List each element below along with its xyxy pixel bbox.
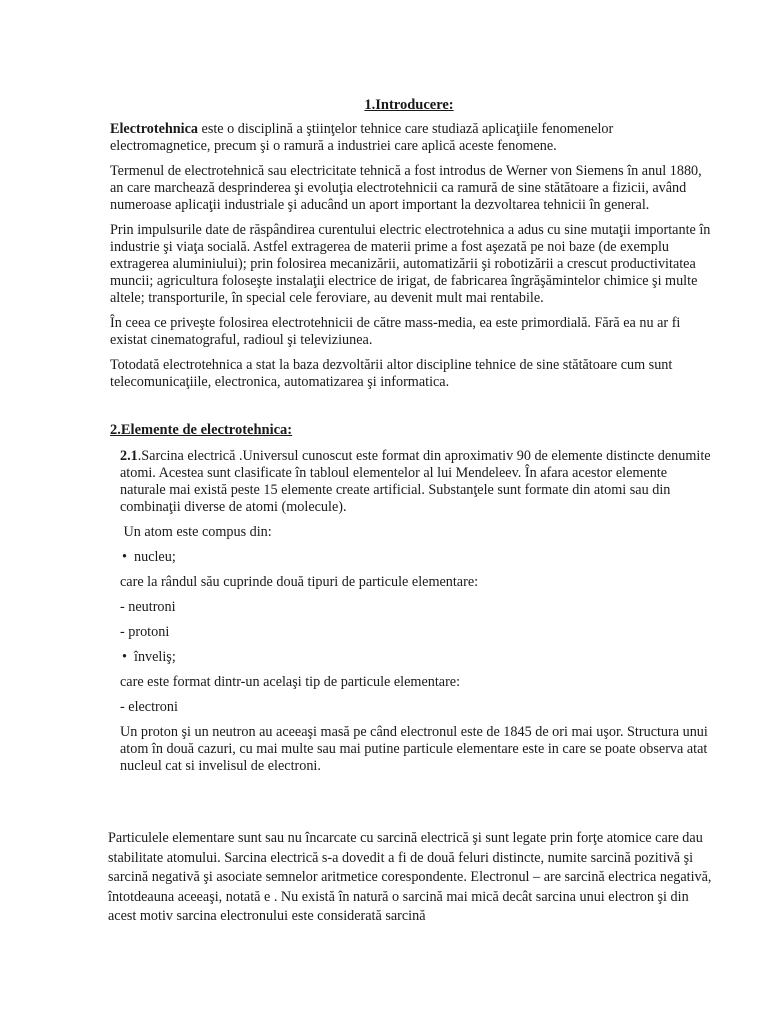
list-item-protoni: - protoni	[120, 624, 170, 640]
bullet-icon: •	[122, 549, 127, 565]
intro-paragraph	[110, 121, 714, 155]
paragraph-siemens: Termenul de electrotehnică sau electricitate tehnică a fost introdus de Werner von Siemens în anul 1880, an care marchează desprinderea şi evoluţia electrotehnicii ca ramură de sine stătătoare a fizicii, având numeroase aplicaţii industriale şi aducând un aport important la dezvoltarea tehnicii în general.	[110, 163, 702, 213]
list-item-electroni: - electroni	[120, 699, 178, 715]
sarcina-paragraph	[120, 448, 714, 516]
atom-line: Un atom este compus din:	[120, 524, 272, 540]
subsection-sarcina	[110, 448, 712, 775]
invelis-description: care este format dintr-un acelaşi tip de particule elementare:	[120, 674, 461, 690]
paragraph-impulsuri: Prin impulsurile date de răspândirea curentului electric electrotehnica a adus cu sine mutaţii importante în industrie şi viaţa socială. Astfel extragerea de materii prime a fost aşezată pe noi baze (de exemplu extragerea aluminiului); prin folosirea mecanizării, automatizării şi robotizării a crescut productivitatea muncii; agricultura foloseşte instalaţii electrice de irigat, de fabricarea îngrăşămintelor chimice şi multe altele; transporturile, în special cele feroviare, au devenit mult mai rentabile.	[110, 222, 711, 306]
closing-paragraph: Particulele elementare sunt sau nu încarcate cu sarcină electrică şi sunt legate prin forţe atomice care dau stabilitate atomului. Sarcina electrică s-a dovedit a fi de două feluri distincte, numite sarcină pozitivă şi sarcină negativă şi asociate semnelor aritmetice corespondente. Electronul – are sarcină electrica negativă, întotdeauna aceeaşi, notată e . Nu există în natură o sarcină mai mică decât sarcina unui electron şi din acest motiv sarcina electronului este considerată sarcină	[108, 830, 712, 924]
section-heading-introducere: 1.Introducere:	[364, 97, 454, 113]
list-item-neutroni: - neutroni	[120, 599, 176, 615]
paragraph-totodata: Totodată electrotehnica a stat la baza dezvoltării altor discipline tehnice de sine stătătoare cum sunt telecomunicaţiile, electronica, automatizarea şi informatica.	[110, 357, 673, 390]
subsection-number: 2.1	[120, 448, 138, 464]
section-heading-elemente: 2.Elemente de electrotehnica:	[110, 422, 293, 438]
paragraph-mass-media: În ceea ce priveşte folosirea electrotehnicii de către mass-media, ea este primordială. Fără ea nu ar fi existat cinematograful, radioul şi televiziunea.	[110, 315, 681, 348]
nucleu-label: nucleu;	[134, 549, 176, 565]
proton-paragraph: Un proton şi un neutron au aceeaşi masă pe când electronul este de 1845 de ori mai uşor. Structura unui atom în două cazuri, cu mai multe sau mai putine particule elementare este in care se poate observa atat nucleul cat si invelisul de electroni.	[120, 724, 708, 774]
list-item-invelis	[120, 649, 712, 666]
invelis-label: înveliş;	[134, 649, 176, 665]
sarcina-text: .Sarcina electrică .Universul cunoscut este format din aproximativ 90 de elemente distincte denumite atomi. Acestea sunt clasificate în tabloul elementelor al lui Mendeleev. În afara acestor elemente naturale mai există peste 15 elemente create artificial. Substanţele sunt formate din atomi sau din combinaţii diverse de atomi (molecule).	[120, 448, 711, 515]
intro-text: este o disciplină a ştiinţelor tehnice care studiază aplicaţiile fenomenelor electromagnetice, precum şi o ramură a industriei care aplică aceste fenomene.	[110, 121, 614, 154]
nucleu-description: care la rândul său cuprinde două tipuri de particule elementare:	[120, 574, 479, 590]
bullet-icon: •	[122, 649, 127, 665]
list-item-nucleu	[120, 549, 712, 566]
intro-bold-term: Electrotehnica	[110, 121, 198, 137]
